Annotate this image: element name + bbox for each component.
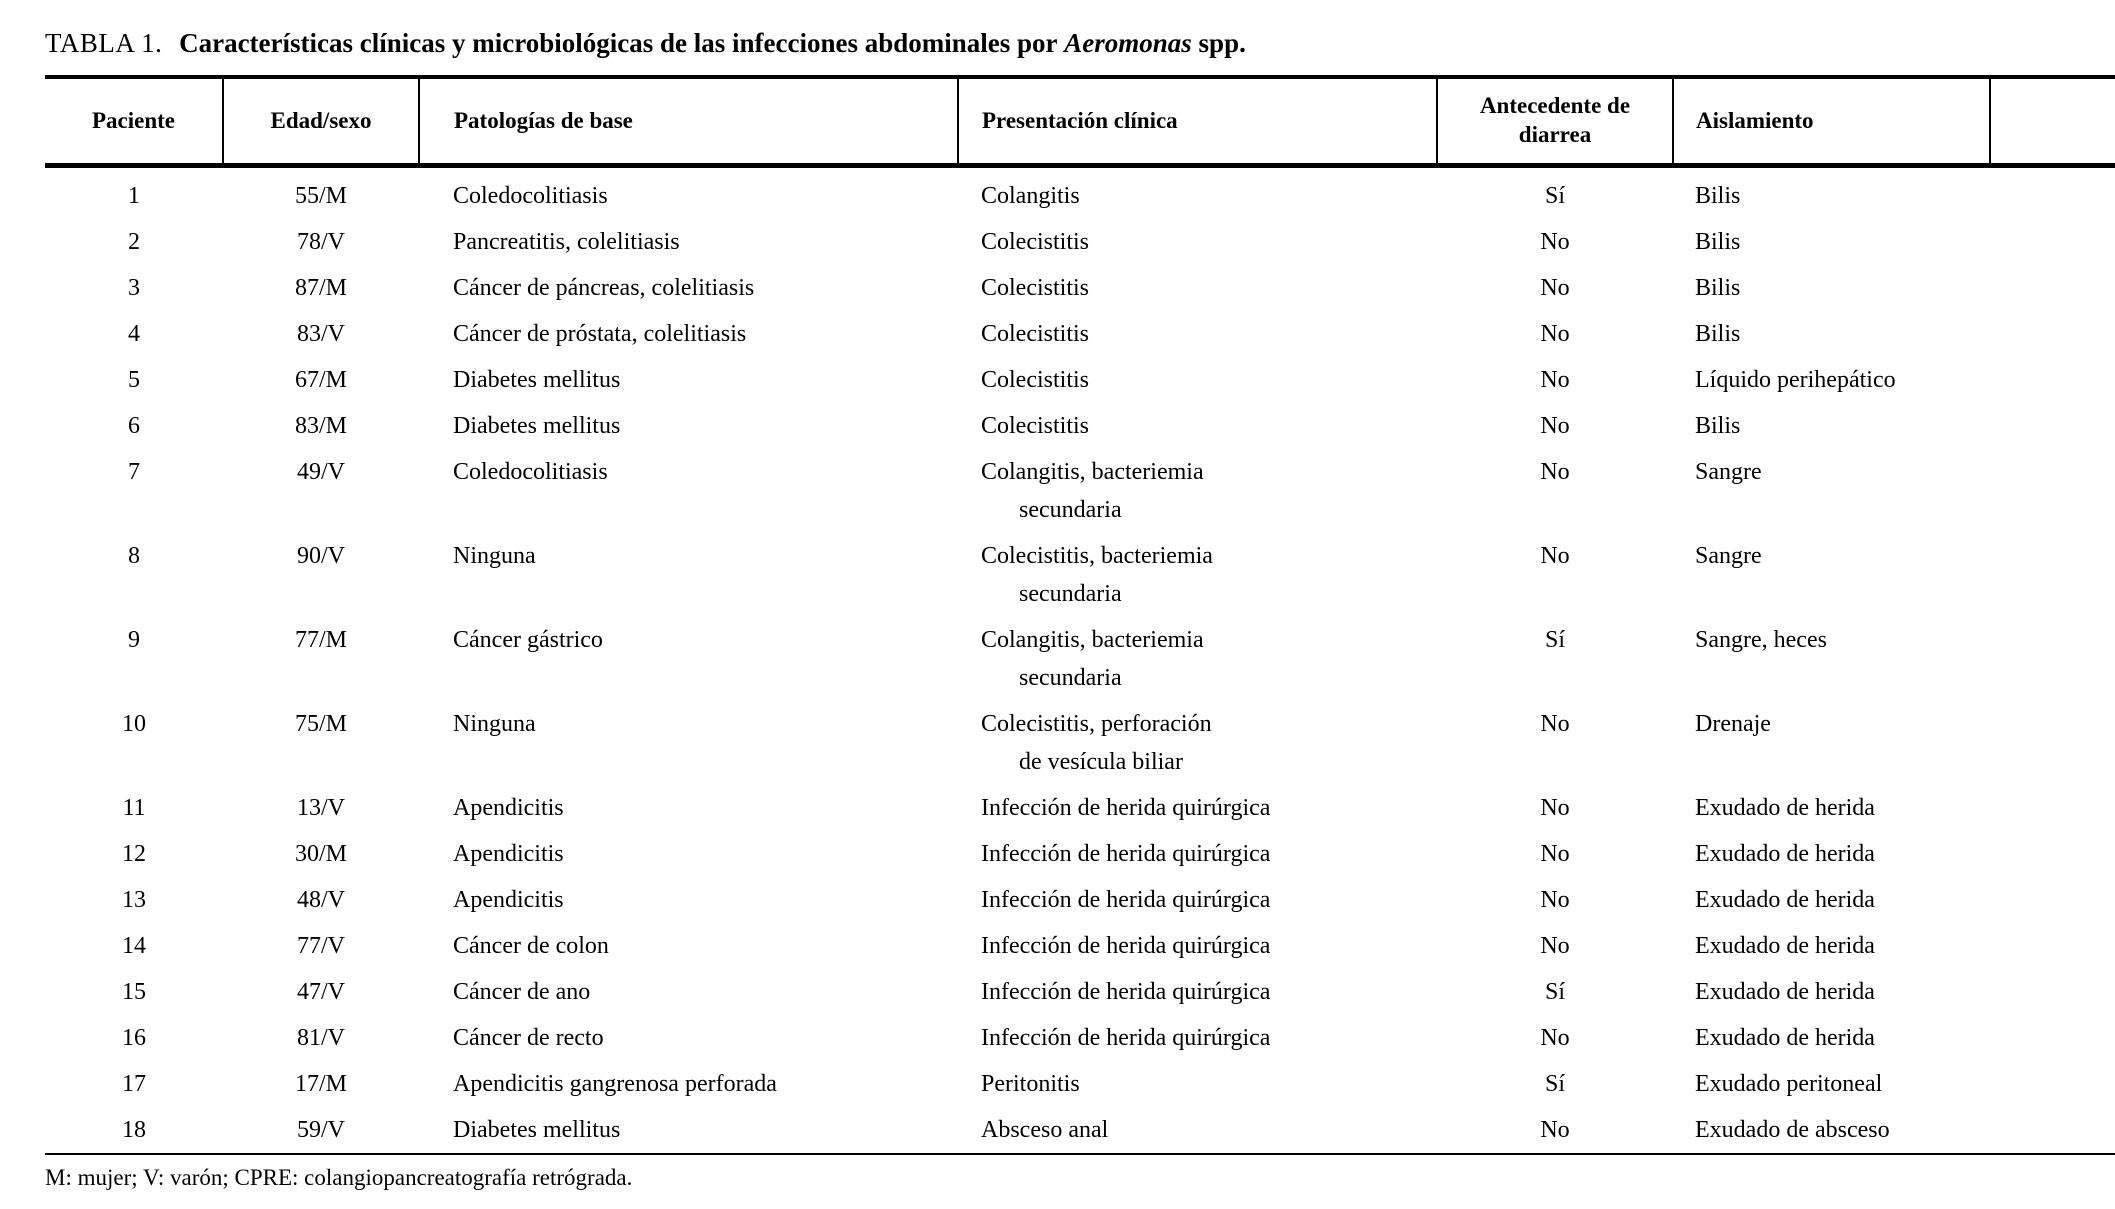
cell-aislamiento: Exudado de herida	[1695, 979, 1875, 1005]
cell-aislamiento: Exudado de herida	[1695, 933, 1875, 959]
table-number-label: TABLA 1.	[45, 28, 163, 58]
cell-patologias: Cáncer de recto	[453, 1025, 604, 1051]
cell-extra	[1990, 785, 2115, 831]
cell-extra	[1990, 265, 2115, 311]
cell-paciente: 12	[122, 841, 146, 867]
cell-extra	[1990, 533, 2115, 617]
cell-patologias: Apendicitis	[453, 887, 564, 913]
cell-antecedente: No	[1540, 1117, 1570, 1143]
cell-line: Colangitis	[981, 183, 1080, 209]
cell-extra	[1990, 311, 2115, 357]
table-row	[45, 1015, 2115, 1061]
cell-patologias: Pancreatitis, colelitiasis	[453, 229, 680, 255]
cell-antecedente: No	[1540, 795, 1570, 821]
cell-patologias: Cáncer gástrico	[453, 627, 603, 653]
cell-paciente: 13	[122, 887, 146, 913]
table-row	[45, 265, 2115, 311]
cell-line: Infección de herida quirúrgica	[981, 841, 1271, 867]
cell-edad_sexo: 30/M	[294, 841, 347, 867]
cell-line: Absceso anal	[981, 1117, 1109, 1143]
cell-paciente: 7	[128, 459, 140, 485]
cell-paciente: 4	[128, 321, 140, 347]
cell-extra	[1990, 1061, 2115, 1107]
table-row	[45, 1061, 2115, 1107]
cell-edad_sexo: 78/V	[297, 229, 345, 255]
cell-antecedente: No	[1540, 459, 1570, 485]
cell-patologias: Diabetes mellitus	[453, 1117, 621, 1143]
cell-aislamiento: Drenaje	[1695, 711, 1771, 737]
cell-edad_sexo: 83/M	[294, 413, 347, 439]
cell-patologias: Cáncer de páncreas, colelitiasis	[453, 275, 755, 301]
cell-extra	[1990, 166, 2115, 220]
cell-presentacion	[958, 311, 1437, 357]
cell-edad_sexo: 81/V	[297, 1025, 345, 1051]
cell-edad_sexo: 75/M	[294, 711, 347, 737]
cell-line: Colecistitis	[981, 367, 1089, 393]
cell-aislamiento: Sangre	[1695, 543, 1762, 569]
column-header-aislamiento: Aislamiento	[1673, 77, 1990, 166]
cell-extra	[1990, 831, 2115, 877]
cell-aislamiento: Exudado de absceso	[1695, 1117, 1890, 1143]
cell-patologias: Coledocolitiasis	[453, 183, 608, 209]
cell-patologias: Cáncer de colon	[453, 933, 609, 959]
cell-extra	[1990, 1107, 2115, 1154]
title-text: Características clínicas y microbiológicas de las infecciones abdominales por	[179, 28, 1058, 58]
cell-extra	[1990, 617, 2115, 701]
cell-paciente: 1	[128, 183, 140, 209]
cell-extra	[1990, 357, 2115, 403]
cell-line: Colecistitis	[981, 321, 1089, 347]
cell-antecedente: No	[1540, 321, 1570, 347]
cell-extra	[1990, 219, 2115, 265]
cell-aislamiento: Sangre, heces	[1695, 627, 1827, 653]
cell-extra	[1990, 403, 2115, 449]
cell-line: Colangitis, bacteriemia	[981, 459, 1204, 485]
cell-aislamiento: Exudado peritoneal	[1695, 1071, 1883, 1097]
cell-edad_sexo: 87/M	[294, 275, 347, 301]
cell-line: Colecistitis, bacteriemia	[981, 543, 1213, 569]
cell-presentacion	[958, 923, 1437, 969]
table-row	[45, 311, 2115, 357]
cell-antecedente: Sí	[1544, 627, 1565, 653]
table-row	[45, 701, 2115, 785]
cell-edad_sexo: 77/M	[294, 627, 347, 653]
cell-patologias: Ninguna	[453, 711, 536, 737]
cell-patologias: Diabetes mellitus	[453, 413, 621, 439]
cell-antecedente: No	[1540, 1025, 1570, 1051]
title-species: Aeromonas	[1064, 28, 1192, 58]
table-row	[45, 877, 2115, 923]
cell-paciente: 18	[122, 1117, 146, 1143]
cell-presentacion	[958, 449, 1437, 533]
table-row	[45, 533, 2115, 617]
table-row	[45, 969, 2115, 1015]
cell-aislamiento: Sangre	[1695, 459, 1762, 485]
cell-aislamiento: Bilis	[1695, 321, 1741, 347]
cell-aislamiento: Bilis	[1695, 413, 1741, 439]
cell-antecedente: No	[1540, 275, 1570, 301]
cell-antecedente: No	[1540, 413, 1570, 439]
column-header-paciente: Paciente	[45, 77, 223, 166]
table-head	[45, 77, 2115, 166]
cell-antecedente: No	[1540, 711, 1570, 737]
table-body	[45, 166, 2115, 1155]
table-row	[45, 357, 2115, 403]
cell-paciente: 17	[122, 1071, 146, 1097]
cell-line: Infección de herida quirúrgica	[981, 887, 1271, 913]
cell-patologias: Apendicitis	[453, 841, 564, 867]
column-header-presentacion: Presentación clínica	[958, 77, 1437, 166]
cell-antecedente: No	[1540, 367, 1570, 393]
cell-line: Colangitis, bacteriemia	[981, 627, 1204, 653]
cell-presentacion	[958, 785, 1437, 831]
table-row	[45, 219, 2115, 265]
cell-line: Infección de herida quirúrgica	[981, 1025, 1271, 1051]
cell-line: Infección de herida quirúrgica	[981, 933, 1271, 959]
cell-paciente: 6	[128, 413, 140, 439]
cell-paciente: 2	[128, 229, 140, 255]
table-row	[45, 785, 2115, 831]
table-row	[45, 831, 2115, 877]
cell-extra	[1990, 1015, 2115, 1061]
column-header-edad_sexo: Edad/sexo	[223, 77, 419, 166]
cell-aislamiento: Exudado de herida	[1695, 795, 1875, 821]
cell-presentacion	[958, 617, 1437, 701]
column-header-patologias: Patologías de base	[419, 77, 958, 166]
cell-antecedente: Sí	[1544, 183, 1565, 209]
cell-line: Colecistitis	[981, 413, 1089, 439]
cell-paciente: 10	[122, 711, 146, 737]
cell-edad_sexo: 55/M	[294, 183, 347, 209]
cell-patologias: Apendicitis gangrenosa perforada	[453, 1071, 777, 1097]
cell-extra	[1990, 877, 2115, 923]
cell-edad_sexo: 83/V	[297, 321, 345, 347]
cell-aislamiento: Exudado de herida	[1695, 841, 1875, 867]
cell-paciente: 14	[122, 933, 146, 959]
cell-patologias: Ninguna	[453, 543, 536, 569]
cell-edad_sexo: 77/V	[297, 933, 345, 959]
cell-antecedente: No	[1540, 933, 1570, 959]
cell-patologias: Cáncer de ano	[453, 979, 591, 1005]
cell-edad_sexo: 17/M	[294, 1071, 347, 1097]
cell-presentacion	[958, 1061, 1437, 1107]
table-header-row	[45, 77, 2115, 166]
table-footnote: M: mujer; V: varón; CPRE: colangiopancreatografía retrógrada.	[45, 1165, 633, 1190]
cell-aislamiento: Exudado de herida	[1695, 887, 1875, 913]
cell-paciente: 3	[128, 275, 140, 301]
cell-line: Colecistitis	[981, 275, 1089, 301]
cell-presentacion	[958, 265, 1437, 311]
cell-line: Peritonitis	[981, 1071, 1080, 1097]
table-row	[45, 403, 2115, 449]
cell-presentacion	[958, 403, 1437, 449]
column-header-extra	[1990, 77, 2115, 166]
cell-aislamiento: Líquido perihepático	[1695, 367, 1896, 393]
cell-edad_sexo: 49/V	[297, 459, 345, 485]
cell-line: Infección de herida quirúrgica	[981, 795, 1271, 821]
cell-edad_sexo: 13/V	[297, 795, 345, 821]
table-row	[45, 923, 2115, 969]
cell-patologias: Diabetes mellitus	[453, 367, 621, 393]
cell-line: Colecistitis	[981, 229, 1089, 255]
cell-edad_sexo: 67/M	[294, 367, 347, 393]
table-row	[45, 617, 2115, 701]
cell-antecedente: No	[1540, 887, 1570, 913]
cell-edad_sexo: 47/V	[297, 979, 345, 1005]
cell-extra	[1990, 923, 2115, 969]
cell-presentacion	[958, 357, 1437, 403]
cell-antecedente: No	[1540, 543, 1570, 569]
cell-line: Colecistitis, perforación	[981, 711, 1212, 737]
table-title	[45, 28, 2115, 59]
column-header-antecedente: Antecedente de diarrea	[1437, 77, 1673, 166]
cell-aislamiento: Exudado de herida	[1695, 1025, 1875, 1051]
cell-patologias: Cáncer de próstata, colelitiasis	[453, 321, 747, 347]
cell-paciente: 5	[128, 367, 140, 393]
cell-patologias: Apendicitis	[453, 795, 564, 821]
cell-presentacion	[958, 1107, 1437, 1154]
title-suffix: spp.	[1198, 28, 1246, 58]
cell-aislamiento: Bilis	[1695, 275, 1741, 301]
cell-presentacion	[958, 219, 1437, 265]
cell-patologias: Coledocolitiasis	[453, 459, 608, 485]
table-row	[45, 166, 2115, 220]
cell-aislamiento: Bilis	[1695, 229, 1741, 255]
cell-presentacion	[958, 969, 1437, 1015]
table-row	[45, 449, 2115, 533]
cell-presentacion	[958, 166, 1437, 220]
cell-antecedente: Sí	[1544, 979, 1565, 1005]
cell-presentacion	[958, 533, 1437, 617]
cell-presentacion	[958, 701, 1437, 785]
cell-antecedente: Sí	[1544, 1071, 1565, 1097]
cell-paciente: 15	[122, 979, 146, 1005]
cell-extra	[1990, 449, 2115, 533]
cell-line: secundaria	[1019, 581, 1122, 607]
cell-aislamiento: Bilis	[1695, 183, 1741, 209]
cell-line: secundaria	[1019, 497, 1122, 523]
cell-antecedente: No	[1540, 229, 1570, 255]
cell-extra	[1990, 701, 2115, 785]
cell-presentacion	[958, 877, 1437, 923]
cell-line: de vesícula biliar	[1019, 749, 1183, 775]
cell-edad_sexo: 48/V	[297, 887, 345, 913]
cell-paciente: 9	[128, 627, 140, 653]
cell-extra	[1990, 969, 2115, 1015]
cell-presentacion	[958, 831, 1437, 877]
cell-paciente: 11	[122, 795, 146, 821]
cell-presentacion	[958, 1015, 1437, 1061]
table-row	[45, 1107, 2115, 1154]
cell-paciente: 8	[128, 543, 140, 569]
cell-antecedente: No	[1540, 841, 1570, 867]
cell-edad_sexo: 90/V	[297, 543, 345, 569]
clinical-table	[45, 75, 2115, 1155]
cell-line: secundaria	[1019, 665, 1122, 691]
cell-paciente: 16	[122, 1025, 146, 1051]
cell-line: Infección de herida quirúrgica	[981, 979, 1271, 1005]
cell-edad_sexo: 59/V	[297, 1117, 345, 1143]
